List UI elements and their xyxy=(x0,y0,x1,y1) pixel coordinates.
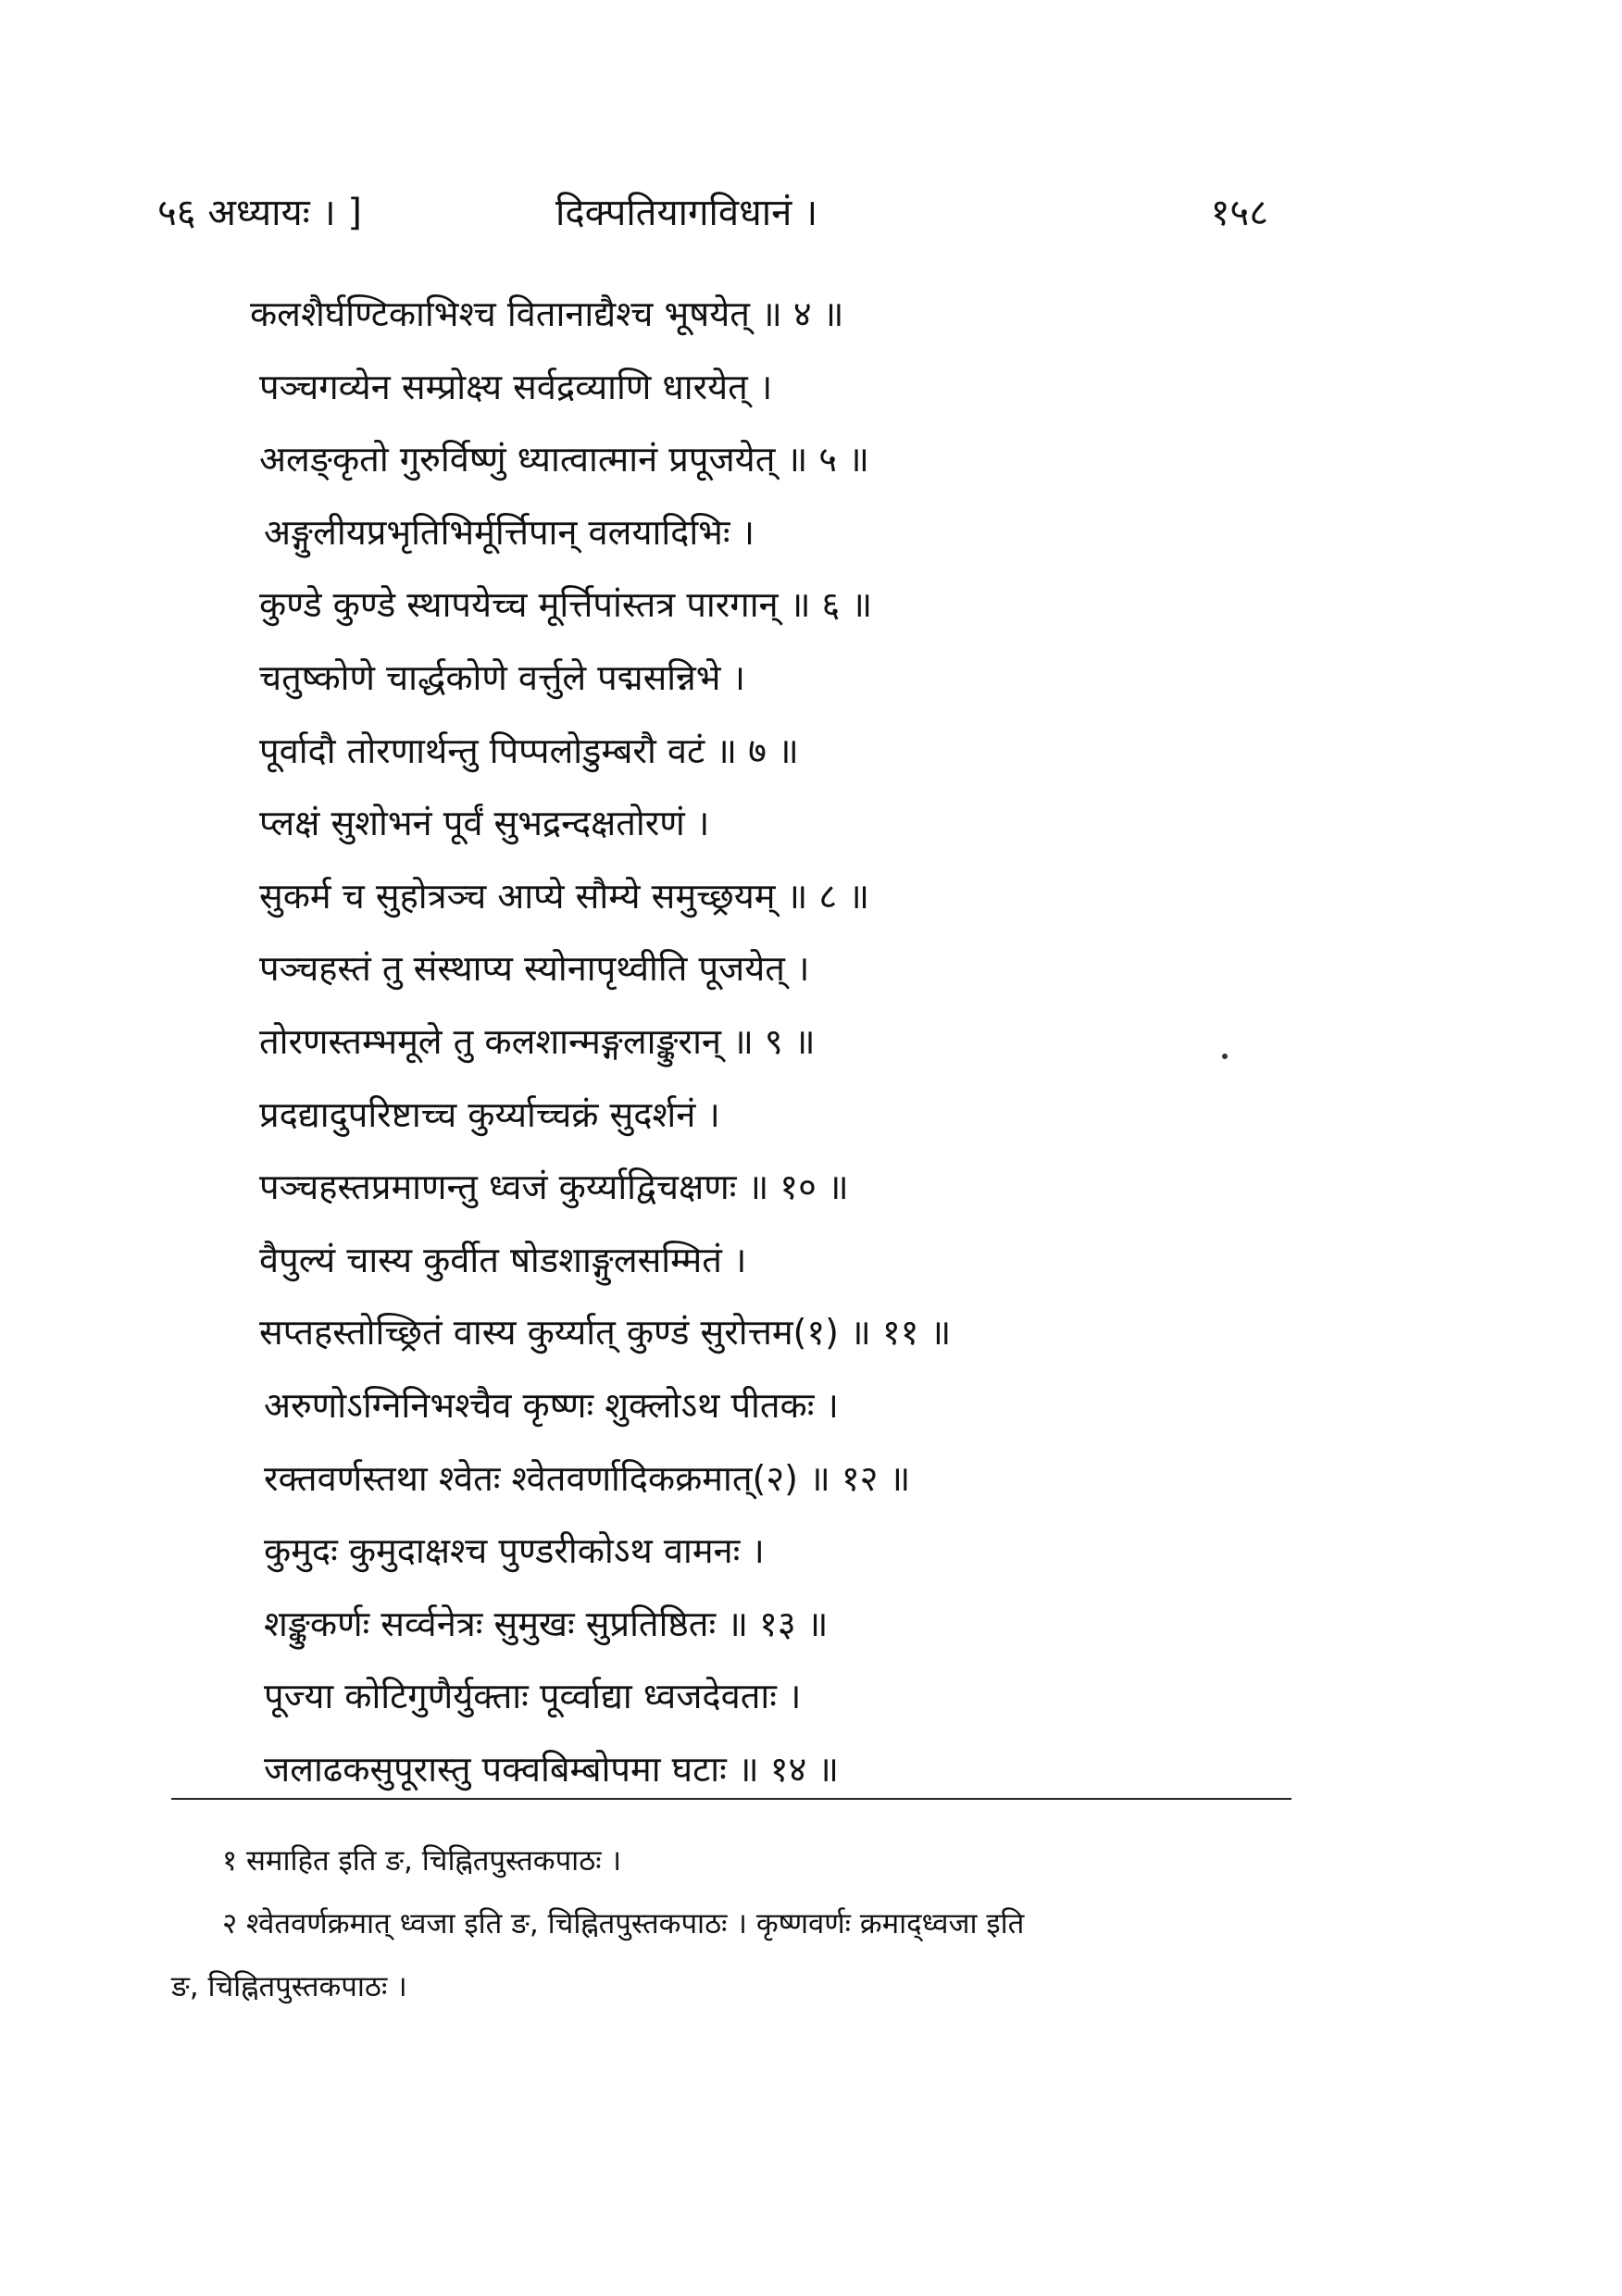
verse-line: चतुष्कोणे चार्द्धकोणे वर्त्तुले पद्मसन्निभे । xyxy=(259,656,745,698)
verse-line: पञ्चगव्येन सम्प्रोक्ष्य सर्वद्रव्याणि धारयेत् । xyxy=(259,366,773,407)
page-number: १५८ xyxy=(1210,192,1268,234)
footnote: २ श्वेतवर्णक्रमात् ध्वजा इति ङ, चिह्नितपुस्तकपाठः । कृष्णवर्णः क्रमाद्ध्वजा इति xyxy=(222,1907,1025,1940)
verse-line: प्लक्षं सुशोभनं पूर्वं सुभद्रन्दक्षतोरणं । xyxy=(259,803,710,844)
verse-line: तोरणस्तम्भमूले तु कलशान्मङ्गलाङ्कुरान् ॥ ९ ॥ xyxy=(259,1020,816,1062)
verse-line: रक्तवर्णस्तथा श्वेतः श्वेतवर्णादिकक्रमात्(२) ॥ १२ ॥ xyxy=(264,1457,911,1499)
verse-line: अङ्गुलीयप्रभृतिभिर्मूर्त्तिपान् वलयादिभिः । xyxy=(264,511,755,553)
verse-line: अलङ्कृतो गुरुर्विष्णुं ध्यात्वात्मानं प्रपूजयेत् ॥ ५ ॥ xyxy=(259,439,869,480)
verse-line: कुण्डे कुण्डे स्थापयेच्च मूर्त्तिपांस्तत्र पारगान् ॥ ६ ॥ xyxy=(259,584,873,626)
verse-line: वैपुल्यं चास्य कुर्वीत षोडशाङ्गुलसम्मितं । xyxy=(259,1239,747,1280)
footnote: १ समाहित इति ङ, चिह्नितपुस्तकपाठः । xyxy=(222,1844,622,1878)
verse-line: प्रदद्यादुपरिष्टाच्च कुर्य्याच्चक्रं सुदर्शनं । xyxy=(259,1093,720,1135)
verse-line: कुमुदः कुमुदाक्षश्च पुण्डरीकोऽथ वामनः । xyxy=(264,1530,765,1572)
verse-line: सप्तहस्तोच्छ्रितं वास्य कुर्य्यात् कुण्डं सुरोत्तम(१) ॥ ११ ॥ xyxy=(259,1312,952,1354)
verse-line: कलशैर्घण्टिकाभिश्च वितानाद्यैश्च भूषयेत् ॥ ४ ॥ xyxy=(250,293,844,334)
verse-line: पञ्चहस्तप्रमाणन्तु ध्वजं कुर्य्याद्विचक्षणः ॥ १० ॥ xyxy=(259,1167,849,1208)
verse-line: पूज्या कोटिगुणैर्युक्ताः पूर्व्वाद्या ध्वजदेवताः । xyxy=(264,1676,802,1717)
footnote-continuation: ङ, चिह्नितपुस्तकपाठः । xyxy=(171,1970,407,2003)
verse-block xyxy=(250,278,1379,1805)
ink-speck xyxy=(1222,1054,1228,1059)
footnote-rule xyxy=(171,1798,1291,1800)
chapter-label: ५६ अध्यायः । ] xyxy=(157,192,362,234)
verse-line: शङ्कुकर्णः सर्व्वनेत्रः सुमुखः सुप्रतिष्ठितः ॥ १३ ॥ xyxy=(264,1603,829,1644)
section-title: दिक्पतियागविधानं । xyxy=(555,192,818,234)
running-header xyxy=(157,181,1268,245)
verse-line: पञ्चहस्तं तु संस्थाप्य स्योनापृथ्वीति पूजयेत् । xyxy=(259,948,810,990)
verse-line: सुकर्म च सुहोत्रञ्च आप्ये सौम्ये समुच्छ्रयम् ॥ ८ ॥ xyxy=(259,875,869,917)
verse-line: जलाढकसुपूरास्तु पक्वबिम्बोपमा घटाः ॥ १४ ॥ xyxy=(264,1748,840,1790)
verse-line: पूर्वादौ तोरणार्थन्तु पिप्पलोडुम्बरौ वटं ॥ ७ ॥ xyxy=(259,730,799,771)
verse-line: अरुणोऽग्निनिभश्चैव कृष्णः शुक्लोऽथ पीतकः । xyxy=(264,1384,839,1426)
